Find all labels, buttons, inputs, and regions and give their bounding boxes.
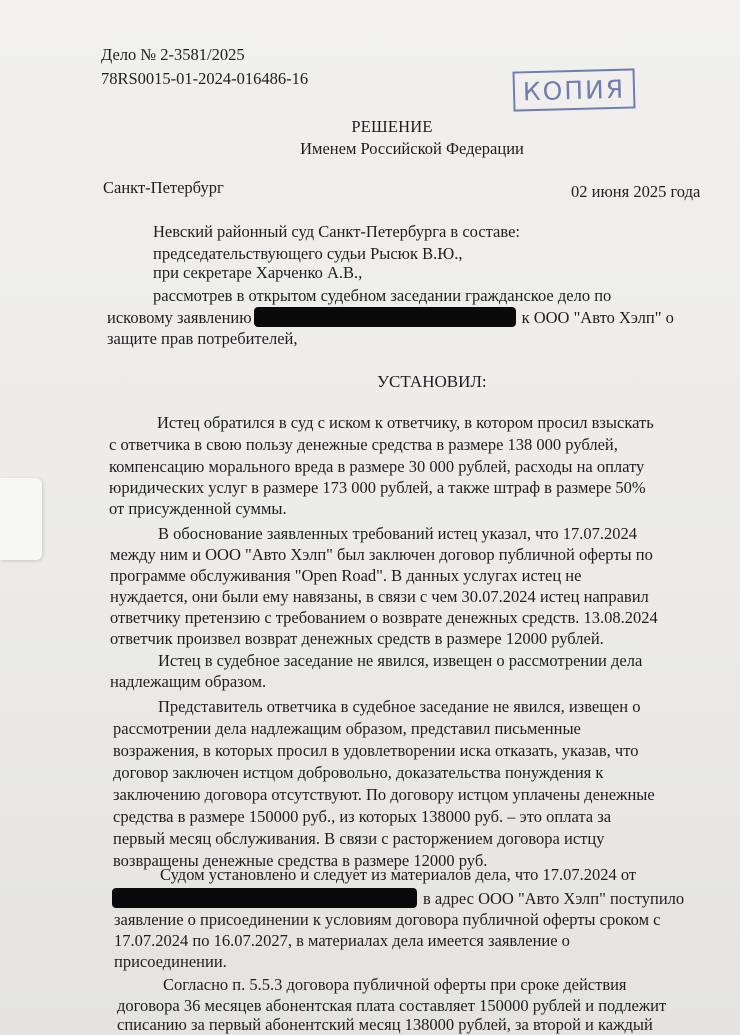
paragraph-line: компенсацию морального вреда в размере 30 000 рублей, расходы на оплату bbox=[109, 457, 645, 476]
paragraph-line: Истец обратился в суд с иском к ответчику, в котором просил взыскать bbox=[157, 413, 654, 432]
city: Санкт-Петербург bbox=[103, 178, 224, 197]
paragraph-line: возвращены денежные средства в размере 12000 руб. bbox=[113, 851, 488, 870]
paragraph-line: Судом установлено и следует из материалов дела, что 17.07.2024 от bbox=[160, 865, 637, 884]
paragraph-line: от присужденной суммы. bbox=[109, 499, 287, 518]
intro-text: рассмотрев в открытом судебном заседании гражданское дело по bbox=[153, 286, 612, 305]
redaction-bar bbox=[112, 888, 417, 908]
paragraph-line: списанию за первый абонентский месяц 138000 рублей, за второй и каждый bbox=[117, 1015, 653, 1034]
paragraph-line: юридических услуг в размере 173 000 рублей, а также штраф в размере 50% bbox=[109, 478, 646, 497]
paragraph-line: присоединении. bbox=[114, 952, 227, 971]
paragraph-line-redacted bbox=[112, 888, 714, 909]
paragraph-line: заключению договора отсутствуют. По договору истцом уплачены денежные bbox=[113, 785, 655, 804]
paragraph-line: между ним и ООО "Авто Хэлп" был заключен договор публичной оферты по bbox=[110, 545, 653, 564]
decision-date: 02 июня 2025 года bbox=[571, 182, 701, 201]
document-subheading: Именем Российской Федерации bbox=[300, 139, 524, 158]
paragraph-line: В обоснование заявленных требований истец указал, что 17.07.2024 bbox=[158, 524, 638, 543]
paragraph-line: 17.07.2024 по 16.07.2027, в материалах дела имеется заявление о bbox=[114, 931, 570, 950]
intro-text: исковому заявлению bbox=[107, 308, 252, 327]
paragraph-line: договор заключен истцом добровольно, доказательства понуждения к bbox=[113, 763, 604, 782]
intro-text: к ООО "Авто Хэлп" о bbox=[521, 308, 674, 327]
paragraph-line: программе обслуживания "Open Road". В данных услугах истец не bbox=[110, 566, 582, 585]
section-title: УСТАНОВИЛ: bbox=[377, 372, 487, 391]
paragraph-line: рассмотрении дела надлежащим образом, представил письменные bbox=[113, 719, 581, 738]
paragraph-line: надлежащим образом. bbox=[110, 672, 267, 691]
paragraph-line: средства в размере 150000 руб., из которых 138000 руб. – это оплата за bbox=[113, 807, 612, 826]
intro-line: председательствующего судьи Рысюк В.Ю., bbox=[153, 244, 463, 263]
paragraph-text: в адрес ООО "Авто Хэлп" поступило bbox=[423, 889, 685, 908]
paragraph-line: Согласно п. 5.5.3 договора публичной оферты при сроке действия bbox=[163, 975, 627, 994]
paragraph-line: с ответчика в свою пользу денежные средства в размере 138 000 рублей, bbox=[109, 435, 618, 454]
document-heading: РЕШЕНИЕ bbox=[351, 117, 433, 136]
paragraph-line: первый месяц обслуживания. В связи с расторжением договора истцу bbox=[113, 829, 605, 848]
paragraph-line: ответчик произвел возврат денежных средств в размере 12000 рублей. bbox=[110, 629, 604, 648]
case-uid: 78RS0015-01-2024-016486-16 bbox=[101, 69, 309, 88]
intro-line: защите прав потребителей, bbox=[107, 329, 298, 348]
intro-line: при секретаре Харченко А.В., bbox=[153, 263, 363, 282]
case-number: Дело № 2-3581/2025 bbox=[101, 45, 245, 64]
intro-line: Невский районный суд Санкт-Петербурга в составе: bbox=[153, 222, 520, 241]
paragraph-line: договора 36 месяцев абонентская плата составляет 150000 рублей и подлежит bbox=[117, 996, 667, 1015]
paragraph-line: возражения, в которых просил в удовлетворении иска отказать, указав, что bbox=[113, 741, 639, 760]
paragraph-line: ответчику претензию с требованием о возврате денежных средств. 13.08.2024 bbox=[110, 608, 658, 627]
paragraph-line: Истец в судебное заседание не явился, извещен о рассмотрении дела bbox=[158, 651, 643, 670]
paragraph-line: Представитель ответчика в судебное заседание не явился, извещен о bbox=[158, 697, 641, 716]
copy-stamp: КОПИЯ bbox=[512, 68, 635, 111]
paragraph-line: нуждается, они были ему навязаны, в связи с чем 30.07.2024 истец направил bbox=[110, 587, 649, 606]
paragraph-line: заявление о присоединении к условиям договора публичной оферты сроком с bbox=[114, 910, 661, 929]
